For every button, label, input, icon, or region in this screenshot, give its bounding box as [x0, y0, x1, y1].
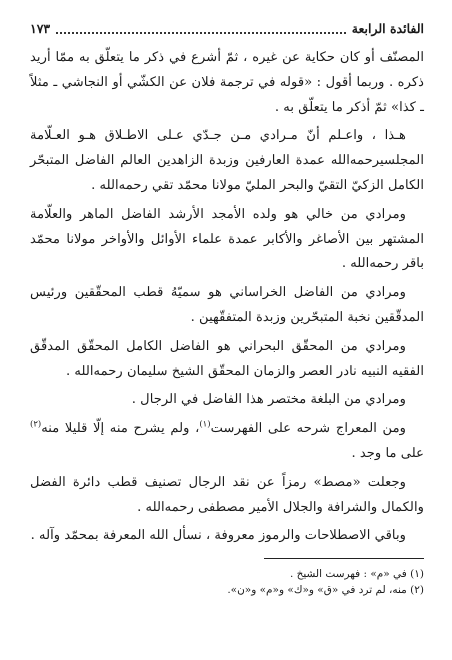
chapter-title: الفائدة الرابعة [351, 20, 424, 36]
footnotes [30, 566, 424, 598]
paragraph: وباقي الاصطلاحات والرموز معروفة ، نسأل الله المعرفة بمحمّد وآله . [30, 528, 406, 544]
paragraph: المصنّف أو كان حكاية عن غيره ، ثمّ أشرع في ذكر ما يتعلّق به ممّا أريد ذكره . وربما أقول : «قوله في ترجمة فلان عن الكشّي أو النجاشي ـ مثلاً ـ كذا» ثمّ أذكر ما يتعلّق به . [30, 50, 424, 115]
paragraph-with-footnote-refs [30, 417, 424, 467]
page-number: ١٧٣ [30, 20, 51, 36]
header-dot-leader [56, 23, 346, 34]
paragraph-text: ومن المعراج شرحه على الفهرست [210, 421, 407, 437]
paragraph: ومرادي من البلغة مختصر هذا الفاضل في الرجال . [131, 392, 406, 408]
main-text [30, 46, 424, 549]
footnote: (١) في «م» : فهرست الشيخ . [289, 568, 424, 580]
paragraph: هـذا ، واعـلم أنّ مـرادي مـن جـدّي عـلى الاطـلاق هـو العـلّامة المجلسيرحمه‌الله عمدة العارفين وزبدة الزاهدين العالم الفاضل المتبحّر الكامل الزكيّ التقيّ والبحر المليّ مولانا محمّد تقي رحمه‌الله . [30, 128, 424, 193]
running-header [30, 18, 424, 38]
footnote-separator [264, 558, 424, 559]
paragraph-text: على ما وجد . [351, 445, 424, 461]
paragraph: ومرادي من الفاضل الخراساني هو سميّهُ قطب المحقّقين ورئيس المدقّقين نخبة المتبحّرين وزبدة المتفقّهين . [30, 285, 424, 325]
paragraph-text: ، ولم يشرح منه إلّا قليلا منه [41, 421, 200, 437]
book-page [30, 18, 424, 638]
paragraph: ومرادي من المحقّق البحراني هو الفاضل الكامل المحقّق المدقّق الفقيه النبيه نادر العصر والزمان المحقّق الشيخ سليمان رحمه‌الله . [30, 338, 424, 379]
paragraph: ومرادي من خالي هو ولده الأمجد الأرشد الفاضل الماهر والعلّامة المشتهر بين الأصاغر والأكابر عمدة علماء الأوائل والأواخر مولانا محمّد باقر رحمه‌الله . [30, 206, 424, 272]
footnote-ref[interactable]: (١) [199, 419, 211, 430]
paragraph: وجعلت «مصط» رمزاً عن نقد الرجال تصنيف قطب دائرة الفضل والكمال والشرافة والجلال الأمير مصطفى رحمه‌الله . [30, 474, 424, 515]
footnote-ref[interactable]: (٢) [30, 419, 42, 430]
footnote: (٢) منه، لم ترد في «ق» و«ك» و«م» و«ن». [227, 584, 424, 596]
